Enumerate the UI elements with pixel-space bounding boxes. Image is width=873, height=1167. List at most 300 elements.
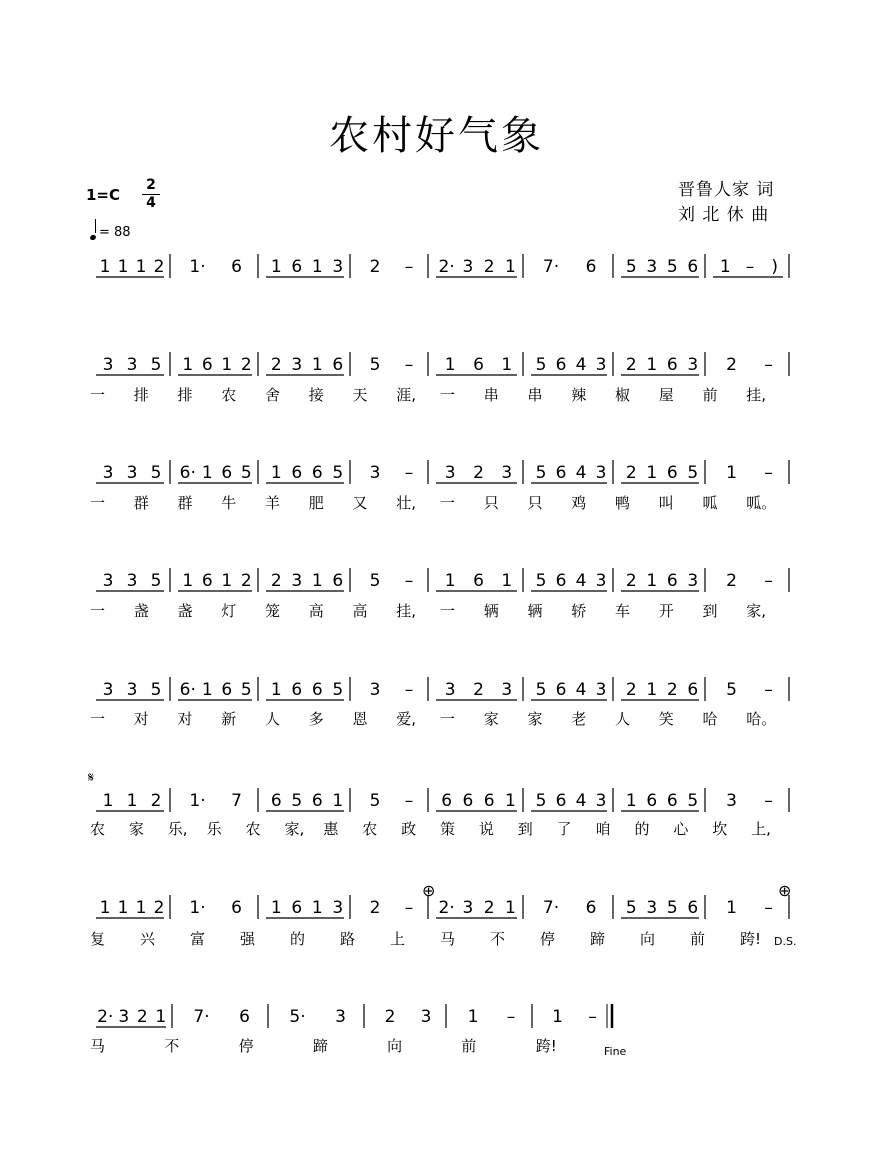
note: 3 xyxy=(126,463,138,483)
lyric: 轿 xyxy=(571,602,587,620)
note: 4 xyxy=(575,355,587,375)
note: 3 xyxy=(687,571,699,591)
note: 3 xyxy=(332,898,344,918)
lyric: 老 xyxy=(571,710,587,728)
lyric: 策 xyxy=(440,820,456,838)
note: 6 xyxy=(291,898,303,918)
note: 5 xyxy=(150,571,162,591)
fine-marking: Fine xyxy=(604,1045,627,1058)
note: 3 xyxy=(291,355,303,375)
note: 1 xyxy=(332,791,344,811)
note: 6 xyxy=(687,257,699,277)
note: 5 xyxy=(687,791,699,811)
note: – xyxy=(764,680,773,700)
lyric: 农 xyxy=(245,820,261,838)
lyric: 乐, xyxy=(167,820,188,838)
note: 7· xyxy=(542,257,560,277)
note: – xyxy=(745,257,755,277)
lyric: 向 xyxy=(640,930,656,948)
lyric: 对 xyxy=(177,710,193,728)
note: 1 xyxy=(126,791,138,811)
lyric: 串 xyxy=(483,386,499,404)
lyric: 前 xyxy=(690,930,706,948)
note: – xyxy=(506,1007,516,1027)
lyric: 强 xyxy=(240,930,256,948)
lyric: 肥 xyxy=(308,494,324,512)
lyric: 车 xyxy=(615,602,631,620)
note: 3 xyxy=(726,791,737,811)
lyric: 一 xyxy=(90,494,106,512)
lyric: 羊 xyxy=(265,494,281,512)
note: 3 xyxy=(126,680,138,700)
note: 2 xyxy=(726,571,737,591)
lyric: 跨! xyxy=(535,1037,557,1055)
note: – xyxy=(404,571,414,591)
note: 1 xyxy=(102,791,114,811)
lyric: 壮, xyxy=(396,494,417,512)
lyric: 家, xyxy=(284,820,305,838)
note: 1 xyxy=(221,355,233,375)
note: 1 xyxy=(182,355,194,375)
lyric: 辆 xyxy=(527,602,543,620)
lyric: 农 xyxy=(90,820,106,838)
lyric: 不 xyxy=(164,1037,180,1055)
note: 6 xyxy=(666,571,678,591)
note: 2 xyxy=(625,571,637,591)
lyric: 一 xyxy=(90,710,106,728)
note: ) xyxy=(771,257,778,277)
note: 6 xyxy=(291,257,303,277)
note: 6 xyxy=(239,1007,250,1027)
note: 3 xyxy=(420,1007,432,1027)
note: 6 xyxy=(687,898,699,918)
note: 1 xyxy=(646,355,658,375)
lyric: 政 xyxy=(401,820,417,838)
lyric: 接 xyxy=(308,386,324,404)
note: 1· xyxy=(189,257,206,277)
note: 2 xyxy=(483,257,495,277)
note: 2 xyxy=(666,680,678,700)
note: 1 xyxy=(311,898,323,918)
note: 6 xyxy=(311,680,323,700)
note: 7 xyxy=(231,791,242,811)
note: 5 xyxy=(535,355,547,375)
note: 2 xyxy=(270,571,282,591)
note: 6 xyxy=(231,898,242,918)
note: 5 xyxy=(666,257,678,277)
note: 1 xyxy=(311,257,323,277)
note: 1 xyxy=(504,791,516,811)
note: – xyxy=(404,355,414,375)
note: 6 xyxy=(555,791,567,811)
note: 6 xyxy=(666,791,678,811)
note: 3 xyxy=(444,463,456,483)
note: – xyxy=(764,571,773,591)
lyric: 马 xyxy=(440,930,456,948)
note: 6 xyxy=(291,463,303,483)
note: 2 xyxy=(369,898,381,918)
note: 6 xyxy=(555,355,567,375)
lyric: 人 xyxy=(265,710,281,728)
note: 3 xyxy=(102,355,114,375)
lyric: 一 xyxy=(440,494,456,512)
lyric: 了 xyxy=(556,820,572,838)
lyric: 天 xyxy=(352,386,368,404)
lyric: 排 xyxy=(177,386,193,404)
note: 1 xyxy=(501,355,513,375)
note: 1 xyxy=(444,571,456,591)
note: 2 xyxy=(150,791,162,811)
lyric: 挂, xyxy=(396,602,417,620)
lyric: 辆 xyxy=(483,602,499,620)
time-signature-top: 2 xyxy=(146,177,156,193)
lyric: 的 xyxy=(290,930,306,948)
lyric: 上, xyxy=(751,820,771,838)
note: 6 xyxy=(483,791,495,811)
note: 3 xyxy=(102,680,114,700)
ds-marking: D.S. xyxy=(774,935,797,948)
lyric: 排 xyxy=(133,386,149,404)
note: 3 xyxy=(102,571,114,591)
lyric: 呱。 xyxy=(746,494,777,512)
note: 6 xyxy=(441,791,453,811)
lyric: 盏 xyxy=(133,602,149,620)
lyric: 多 xyxy=(308,710,324,728)
note: 4 xyxy=(575,680,587,700)
note: 1 xyxy=(182,571,194,591)
note: – xyxy=(404,791,414,811)
note: 5 xyxy=(332,680,344,700)
note: 3 xyxy=(126,571,138,591)
lyric: 蹄 xyxy=(312,1037,328,1055)
note: 3 xyxy=(369,463,381,483)
lyric: 家 xyxy=(527,710,543,728)
lyric: 涯, xyxy=(396,386,417,404)
lyric: 哈 xyxy=(702,710,718,728)
note: 1 xyxy=(270,463,282,483)
note: 3 xyxy=(369,680,381,700)
note: 5 xyxy=(666,898,678,918)
lyric: 坎 xyxy=(712,820,728,838)
lyric: 一 xyxy=(90,602,106,620)
composer-credit: 刘 北 休 曲 xyxy=(678,205,770,225)
lyric: 不 xyxy=(490,930,506,948)
lyric: 富 xyxy=(190,930,206,948)
lyric: 对 xyxy=(133,710,149,728)
note: 2 xyxy=(240,571,252,591)
note: 2· xyxy=(438,257,455,277)
lyric: 串 xyxy=(527,386,543,404)
note: 1· xyxy=(189,791,206,811)
lyric: 又 xyxy=(352,494,368,512)
note: 2· xyxy=(97,1007,114,1027)
note: 5 xyxy=(535,571,547,591)
note: 2 xyxy=(369,257,381,277)
note: 3 xyxy=(126,355,138,375)
lyric: 群 xyxy=(177,494,193,512)
lyric: 鸭 xyxy=(615,494,631,512)
lyric: 盏 xyxy=(177,602,193,620)
note: – xyxy=(404,463,414,483)
note: 1· xyxy=(189,898,206,918)
lyric: 椒 xyxy=(615,386,631,404)
note: 6 xyxy=(555,680,567,700)
note: 4 xyxy=(575,463,587,483)
note: 2 xyxy=(483,898,495,918)
lyric: 家, xyxy=(746,602,767,620)
song-title: 农村好气象 xyxy=(329,113,544,159)
note: 3 xyxy=(444,680,456,700)
note: 3 xyxy=(646,257,658,277)
note: 3 xyxy=(462,257,474,277)
note: 5 xyxy=(291,791,303,811)
note: 6 xyxy=(666,355,678,375)
note: 1 xyxy=(117,898,129,918)
lyric: 农 xyxy=(362,820,378,838)
note: 6 xyxy=(666,463,678,483)
lyric: 惠 xyxy=(323,820,339,838)
note: 3 xyxy=(501,680,513,700)
note: 1 xyxy=(646,571,658,591)
lyric: 咱 xyxy=(595,820,611,838)
note: 1 xyxy=(467,1007,479,1027)
note: 4 xyxy=(575,791,587,811)
note: 5 xyxy=(369,571,381,591)
note: 1 xyxy=(625,791,637,811)
lyric: 复 xyxy=(90,930,106,948)
note: 3 xyxy=(595,680,607,700)
note: 6 xyxy=(221,680,233,700)
note: 5 xyxy=(625,257,637,277)
lyric: 辣 xyxy=(571,386,587,404)
note: 7· xyxy=(542,898,560,918)
coda-icon: ⊕ xyxy=(778,881,792,900)
lyricist-credit: 晋鲁人家 词 xyxy=(678,180,775,200)
note: 6 xyxy=(270,791,282,811)
lyric: 上 xyxy=(390,930,406,948)
note: 6· xyxy=(179,680,196,700)
note: 3 xyxy=(595,355,607,375)
note: 7· xyxy=(193,1007,210,1027)
lyric: 笼 xyxy=(265,602,281,620)
note: 3 xyxy=(595,463,607,483)
lyric: 新 xyxy=(221,710,237,728)
note: 5 xyxy=(535,463,547,483)
lyric: 一 xyxy=(440,602,456,620)
note: 2 xyxy=(726,355,737,375)
note: 6 xyxy=(332,571,344,591)
note: – xyxy=(764,898,773,918)
lyric: 人 xyxy=(615,710,631,728)
note: 6 xyxy=(221,463,233,483)
note: 1 xyxy=(201,680,213,700)
note: 3 xyxy=(595,571,607,591)
note: 2 xyxy=(473,680,484,700)
lyric: 高 xyxy=(352,602,368,620)
note: 1 xyxy=(270,898,282,918)
lyric: 群 xyxy=(133,494,149,512)
note: 2 xyxy=(153,898,165,918)
note: 5 xyxy=(150,463,162,483)
note: 2 xyxy=(625,463,637,483)
lyric: 乐 xyxy=(206,820,222,838)
tempo-value: = 88 xyxy=(99,225,131,240)
note: 2· xyxy=(438,898,455,918)
lyric: 到 xyxy=(702,602,718,620)
note: 1 xyxy=(117,257,129,277)
note: 3 xyxy=(102,463,114,483)
note: 1 xyxy=(155,1007,167,1027)
note: 1 xyxy=(270,257,282,277)
note: 1 xyxy=(719,257,731,277)
lyric: 呱 xyxy=(702,494,718,512)
lyric: 只 xyxy=(483,494,499,512)
lyric: 心 xyxy=(673,820,689,838)
lyric: 说 xyxy=(478,820,494,838)
note: 5 xyxy=(369,791,381,811)
lyric: 向 xyxy=(387,1037,403,1055)
note: 5 xyxy=(369,355,381,375)
note: 5 xyxy=(687,463,699,483)
note: – xyxy=(404,680,414,700)
lyric: 停 xyxy=(540,930,556,948)
lyric: 灯 xyxy=(221,602,237,620)
note: 1 xyxy=(311,571,323,591)
note: 1 xyxy=(201,463,213,483)
lyric: 高 xyxy=(308,602,324,620)
note: 5 xyxy=(535,680,547,700)
note: 1 xyxy=(99,898,111,918)
note: 1 xyxy=(504,898,516,918)
note: 2 xyxy=(473,463,484,483)
note: 1 xyxy=(646,680,658,700)
note: 3 xyxy=(332,257,344,277)
key-signature: 1=C xyxy=(86,186,121,204)
note: 6 xyxy=(332,355,344,375)
lyric: 的 xyxy=(634,820,650,838)
note: 6 xyxy=(473,355,484,375)
note: 2 xyxy=(270,355,282,375)
lyric: 只 xyxy=(527,494,543,512)
note: 1 xyxy=(552,1007,563,1027)
lyric: 停 xyxy=(238,1037,254,1055)
lyric: 前 xyxy=(461,1037,477,1055)
note: – xyxy=(404,898,414,918)
note: 5 xyxy=(625,898,637,918)
note: 1 xyxy=(726,463,737,483)
note: 6 xyxy=(585,257,597,277)
lyric: 马 xyxy=(90,1037,106,1055)
lyric: 开 xyxy=(658,602,674,620)
note: 5 xyxy=(150,680,162,700)
note: 1 xyxy=(221,571,233,591)
lyric: 牛 xyxy=(221,494,237,512)
note: 1 xyxy=(501,571,513,591)
lyric: 蹄 xyxy=(590,930,606,948)
time-signature-bottom: 4 xyxy=(146,195,156,211)
note: – xyxy=(404,257,414,277)
note: 3 xyxy=(646,898,658,918)
note: 2 xyxy=(136,1007,148,1027)
note: 6 xyxy=(462,791,474,811)
note: 1 xyxy=(646,463,658,483)
lyric: 到 xyxy=(517,820,533,838)
note: 6 xyxy=(585,898,597,918)
note: 6 xyxy=(311,791,323,811)
note: 6· xyxy=(179,463,196,483)
lyric: 兴 xyxy=(140,930,156,948)
note: 2 xyxy=(240,355,252,375)
note: 1 xyxy=(311,355,323,375)
note: 1 xyxy=(135,257,147,277)
note: 1 xyxy=(726,898,737,918)
lyric: 舍 xyxy=(265,386,281,404)
note: 6 xyxy=(473,571,484,591)
note: 2 xyxy=(625,680,637,700)
lyric: 一 xyxy=(440,386,456,404)
note: – xyxy=(588,1007,597,1027)
note: 5 xyxy=(535,791,547,811)
note: 6 xyxy=(555,571,567,591)
note: 3 xyxy=(118,1007,130,1027)
note: 5 xyxy=(240,463,252,483)
note: 3 xyxy=(501,463,513,483)
note: – xyxy=(764,791,773,811)
note: 2 xyxy=(384,1007,396,1027)
note: 5· xyxy=(289,1007,306,1027)
note: 3 xyxy=(291,571,303,591)
note: 6 xyxy=(555,463,567,483)
coda-icon: ⊕ xyxy=(422,881,436,900)
note: 1 xyxy=(99,257,111,277)
lyric: 一 xyxy=(440,710,456,728)
note: 2 xyxy=(153,257,165,277)
note: 6 xyxy=(291,680,303,700)
lyric: 跨! xyxy=(740,930,762,948)
note: 3 xyxy=(687,355,699,375)
note: 6 xyxy=(311,463,323,483)
note: 6 xyxy=(201,355,213,375)
lyric: 笑 xyxy=(658,710,674,728)
lyric: 鸡 xyxy=(571,494,587,512)
note: 2 xyxy=(625,355,637,375)
lyric: 前 xyxy=(702,386,718,404)
note: 5 xyxy=(150,355,162,375)
note: 5 xyxy=(726,680,737,700)
note: 4 xyxy=(575,571,587,591)
note: – xyxy=(764,355,773,375)
segno-icon: 𝄋 xyxy=(88,770,95,786)
note: 6 xyxy=(646,791,658,811)
note: 1 xyxy=(444,355,456,375)
lyric: 家 xyxy=(483,710,499,728)
lyric: 屋 xyxy=(658,386,674,404)
note: 1 xyxy=(135,898,147,918)
note: 5 xyxy=(332,463,344,483)
note: 6 xyxy=(231,257,242,277)
lyric: 路 xyxy=(340,930,356,948)
note: 3 xyxy=(335,1007,346,1027)
lyric: 叫 xyxy=(658,494,674,512)
note: 5 xyxy=(240,680,252,700)
lyric: 农 xyxy=(221,386,237,404)
note: 3 xyxy=(595,791,607,811)
note: 6 xyxy=(687,680,699,700)
note: 3 xyxy=(462,898,474,918)
note: – xyxy=(764,463,773,483)
lyric: 哈。 xyxy=(746,710,777,728)
lyric: 一 xyxy=(90,386,106,404)
